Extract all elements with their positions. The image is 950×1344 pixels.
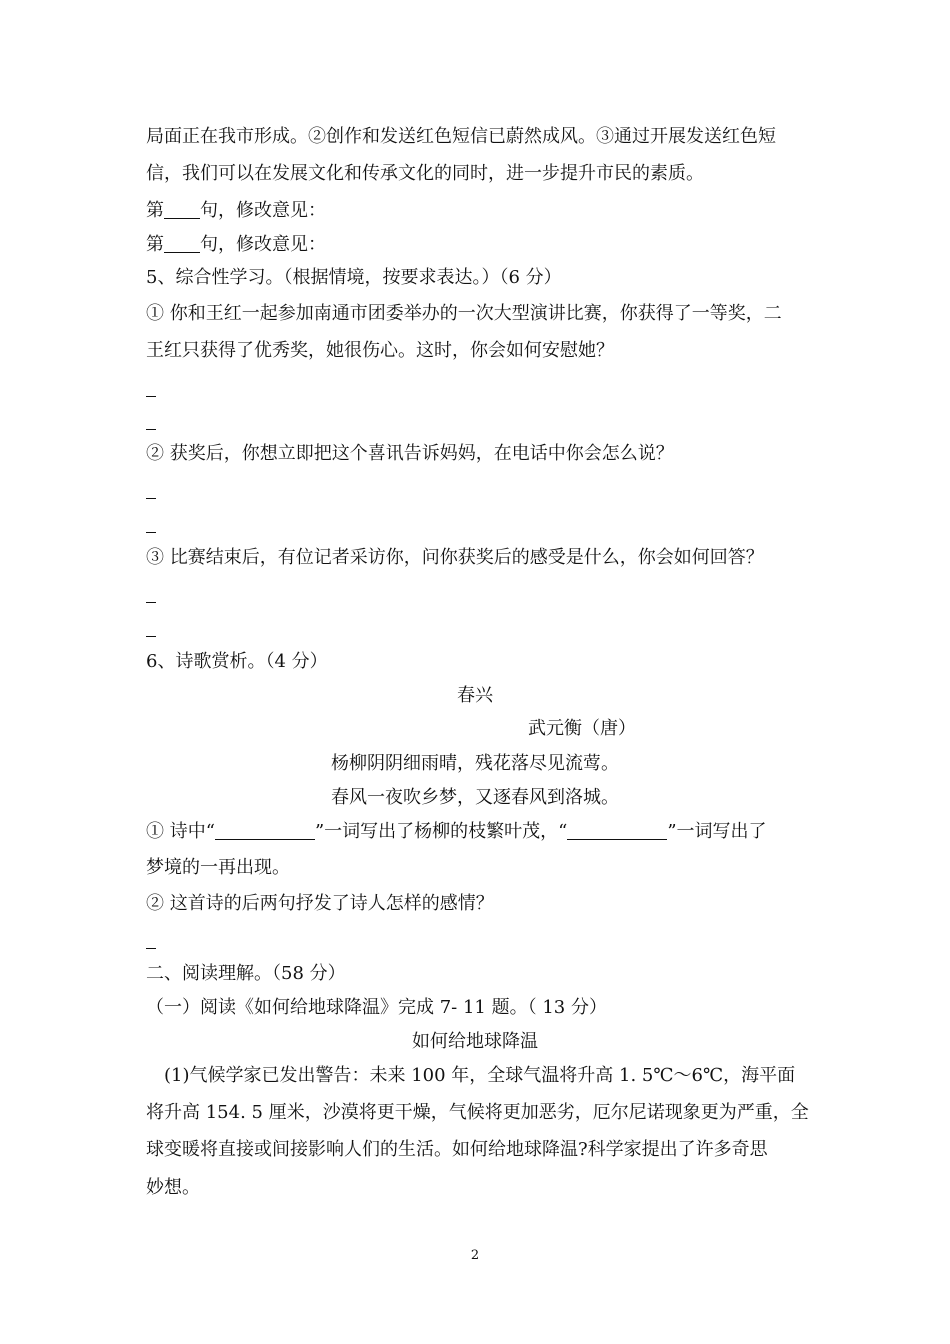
article-p1-line1: (1)气候学家已发出警告：未来 100 年，全球气温将升高 1. 5℃～6℃，海平面 xyxy=(146,1065,796,1086)
article-p1-line3: 球变暖将直接或间接影响人们的生活。如何给地球降温?科学家提出了许多奇思 xyxy=(146,1139,768,1160)
q4-fill-a xyxy=(146,199,326,223)
q6-sub1 xyxy=(146,820,767,844)
q5-item1-line2: 王红只获得了优秀奖，她很伤心。这时，你会如何安慰她？ xyxy=(146,340,614,361)
poem-line-2: 春风一夜吹乡梦，又逐春风到洛城。 xyxy=(331,787,619,808)
poem-title: 春兴 xyxy=(457,685,493,706)
answer-blank[interactable] xyxy=(567,821,667,840)
answer-line[interactable] xyxy=(146,620,156,644)
answer-line[interactable] xyxy=(146,586,156,610)
answer-blank[interactable] xyxy=(164,200,200,219)
page-number: 2 xyxy=(470,1248,480,1263)
q5-item2: ② 获奖后，你想立即把这个喜讯告诉妈妈，在电话中你会怎么说？ xyxy=(146,443,674,464)
q4-text-line2: 信，我们可以在发展文化和传承文化的同时，进一步提升市民的素质。 xyxy=(146,163,704,184)
poem-line-1: 杨柳阴阴细雨晴，残花落尽见流莺。 xyxy=(331,753,619,774)
q6-sub1-prefix: ① 诗中“ xyxy=(146,821,215,842)
q6-sub1-middle: ”一词写出了杨柳的枝繁叶茂，“ xyxy=(314,821,568,842)
answer-line[interactable] xyxy=(146,413,156,437)
section2-part1: （一）阅读《如何给地球降温》完成 7- 11 题。（ 13 分） xyxy=(146,997,607,1018)
answer-blank[interactable] xyxy=(215,821,315,840)
article-p1-line2: 将升高 154. 5 厘米，沙漠将更干燥，气候将更加恶劣，厄尔尼诺现象更为严重，全 xyxy=(146,1102,809,1123)
q5-heading: 5、综合性学习。（根据情境，按要求表达。）（6 分） xyxy=(146,267,562,288)
answer-line[interactable] xyxy=(146,932,156,956)
article-title: 如何给地球降温 xyxy=(412,1031,538,1052)
q4-fill-b xyxy=(146,233,326,257)
q6-heading: 6、诗歌赏析。（4 分） xyxy=(146,651,328,672)
q5-item1-line1: ① 你和王红一起参加南通市团委举办的一次大型演讲比赛，你获得了一等奖，二 xyxy=(146,303,782,324)
q4-fill-a-prefix: 第 xyxy=(146,200,164,221)
q6-sub1-suffix: ”一词写出了 xyxy=(667,821,767,842)
poem-author: 武元衡（唐） xyxy=(528,718,636,739)
q4-fill-a-suffix: 句，修改意见： xyxy=(200,200,326,221)
q4-fill-b-suffix: 句，修改意见： xyxy=(200,234,326,255)
q5-item3: ③ 比赛结束后，有位记者采访你，问你获奖后的感受是什么，你会如何回答？ xyxy=(146,547,764,568)
answer-line[interactable] xyxy=(146,482,156,506)
answer-line[interactable] xyxy=(146,516,156,540)
q6-sub2: ② 这首诗的后两句抒发了诗人怎样的感情？ xyxy=(146,893,494,914)
answer-blank[interactable] xyxy=(164,234,200,253)
section2-heading: 二、阅读理解。（58 分） xyxy=(146,963,346,984)
q6-sub1-line2: 梦境的一再出现。 xyxy=(146,857,290,878)
answer-line[interactable] xyxy=(146,380,156,404)
q4-fill-b-prefix: 第 xyxy=(146,234,164,255)
q4-text-line1: 局面正在我市形成。②创作和发送红色短信已蔚然成风。③通过开展发送红色短 xyxy=(146,126,776,147)
article-p1-line4: 妙想。 xyxy=(146,1177,200,1198)
